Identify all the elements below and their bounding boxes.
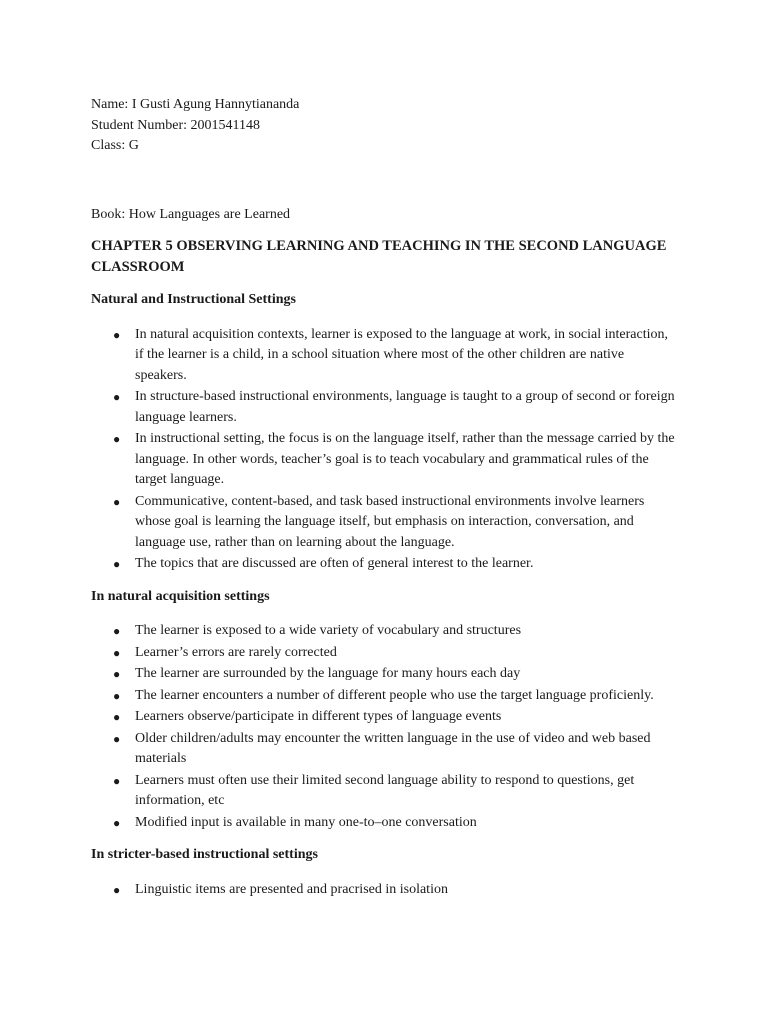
section-title: In stricter-based instructional settings: [91, 847, 318, 862]
list-item: [91, 387, 675, 428]
list-item: [91, 492, 675, 554]
list-item: [91, 664, 675, 685]
book-title: Book: How Languages are Learned: [91, 206, 291, 222]
student-number: Student Number: 2001541148: [91, 117, 261, 133]
list-item-text: Older children/adults may encounter the written language in the use of video and web based materials: [135, 730, 651, 766]
list-item-text: The learner are surrounded by the language for many hours each day: [135, 666, 521, 681]
list-item: [91, 325, 675, 387]
bullet-icon: ●: [113, 327, 121, 342]
list-item: [91, 643, 675, 664]
bullet-icon: ●: [113, 882, 121, 897]
list-item-text: In structure-based instructional environments, language is taught to a group of second or foreign language learners.: [135, 389, 675, 425]
document-content: [91, 95, 691, 901]
bullet-icon: ●: [113, 645, 121, 660]
bullet-icon: ●: [113, 688, 121, 703]
list-item-text: Learner’s errors are rarely corrected: [135, 644, 337, 660]
list-item: [91, 880, 675, 901]
bullet-list: [91, 880, 691, 901]
list-item-text: The learner encounters a number of different people who use the target language proficienly.: [135, 687, 654, 703]
bullet-list: [91, 621, 691, 833]
list-item: [91, 813, 675, 834]
bullet-icon: ●: [113, 773, 121, 788]
bullet-icon: ●: [113, 710, 121, 724]
bullet-icon: ●: [113, 667, 121, 681]
list-item-text: The topics that are discussed are often of general interest to the learner.: [135, 556, 534, 571]
bullet-icon: ●: [113, 731, 121, 746]
section-title: In natural acquisition settings: [91, 588, 270, 604]
list-item-text: Learners must often use their limited second language ability to respond to questions, get information, etc: [135, 772, 635, 808]
student-class: Class: G: [91, 138, 139, 153]
list-item: [91, 621, 675, 642]
list-item: [91, 429, 675, 491]
bullet-icon: ●: [113, 390, 121, 404]
bullet-icon: ●: [113, 432, 121, 446]
list-item: [91, 554, 675, 575]
bullet-list: [91, 325, 691, 575]
list-item-text: Communicative, content-based, and task based instructional environments involve learners whose goal is learning the language itself, but emphasis on interaction, conversation, and language use, rather than on learning about the language.: [135, 493, 645, 550]
list-item-text: The learner is exposed to a wide variety of vocabulary and structures: [135, 623, 522, 638]
bullet-icon: ●: [113, 815, 121, 830]
chapter-title: CHAPTER 5 OBSERVING LEARNING AND TEACHING IN THE SECOND LANGUAGE CLASSROOM: [91, 238, 667, 275]
list-item: [91, 707, 675, 728]
list-item: [91, 686, 675, 707]
list-item: [91, 771, 675, 812]
section-title: Natural and Instructional Settings: [91, 292, 296, 307]
bullet-icon: ●: [113, 494, 121, 509]
bullet-icon: ●: [113, 624, 121, 638]
list-item-text: Learners observe/participate in different types of language events: [135, 709, 502, 724]
list-item-text: In natural acquisition contexts, learner is exposed to the language at work, in social interaction, if the learner is a child, in a school situation where most of the other children are native speakers.: [135, 326, 668, 383]
bullet-icon: ●: [113, 557, 121, 571]
student-name: Name: I Gusti Agung Hannytiananda: [91, 97, 300, 112]
list-item-text: Linguistic items are presented and pracrised in isolation: [135, 881, 448, 897]
list-item: [91, 729, 675, 770]
list-item-text: In instructional setting, the focus is on the language itself, rather than the message carried by the language. In other words, teacher’s goal is to teach vocabulary and grammatical rules of the target language.: [135, 431, 675, 487]
list-item-text: Modified input is available in many one-to–one conversation: [135, 814, 477, 830]
